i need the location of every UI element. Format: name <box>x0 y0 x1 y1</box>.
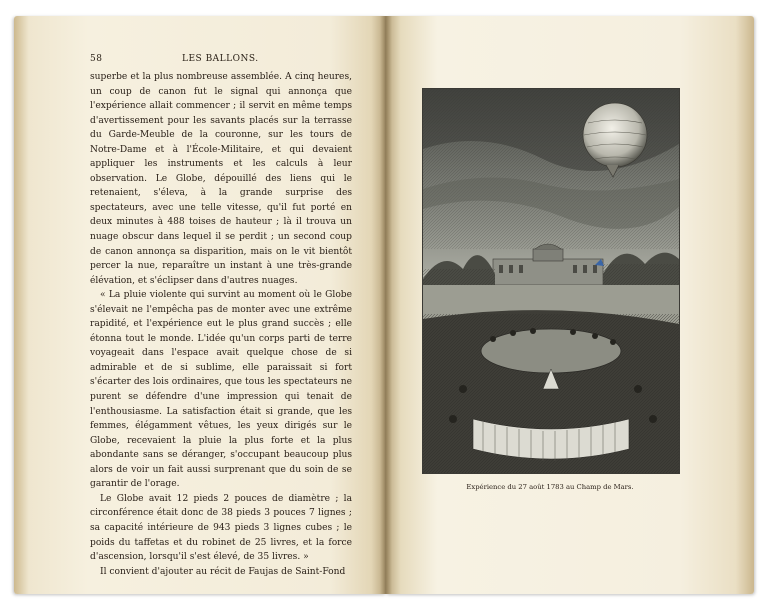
paragraph-1: superbe et la plus nombreuse assemblée. A cinq heures, un coup de canon fut le signal qui annonça que l'expérience allait commencer ; il servit en même temps d'avertissement pour les savants placés sur la terrasse du Garde-Meuble de la couronne, sur les tours de Notre-Dame et à l'École-Militaire, et qui devaient appliquer les instruments et les calculs à leur observation. Le Globe, dépouillé des liens qui le retenaient, s'éleva, à la grande surprise des spectateurs, avec une telle vitesse, qu'il fut porté en deux minutes à 488 toises de hauteur ; là il trouva un nuage obscur dans lequel il se perdit ; un second coup de canon annonça sa disparition, mais on le vit bientôt percer la nue, reparaître un instant à une très-grande élévation, et s'éclipser dans d'autres nuages. <box>90 72 352 286</box>
book-gutter <box>380 16 392 594</box>
paragraph-2: « La pluie violente qui survint au moment où le Globe s'élevait ne l'empêcha pas de monter avec une extrême rapidité, et l'expérience eut le plus grand succès ; elle étonna tout le monde. L'idée qu'un corps parti de terre voyageait dans l'espace avait quelque chose de si admirable et de si sublime, elle paraissait si fort s'écarter des lois ordinaires, que tous les spectateurs ne purent se défendre d'une impression qui tenait de l'enthousiasme. La satisfaction était si grande, que les femmes, élégamment vêtues, les yeux dirigés sur le Globe, recevaient la pluie la plus forte et la plus abondante sans se déranger, s'occupant beaucoup plus alors de voir un fait aussi surprenant que du soin de se garantir de l'orage. <box>90 290 352 490</box>
illustration-caption: Expérience du 27 août 1783 au Champ de Mars. <box>466 483 634 491</box>
engraving-image <box>423 89 679 473</box>
balloon-engraving <box>422 88 680 474</box>
page-number: 58 <box>90 54 103 64</box>
left-page-text <box>90 70 352 579</box>
running-head: LES BALLONS. <box>182 54 259 64</box>
paragraph-4: Il convient d'ajouter au récit de Faujas de Saint-Fond <box>100 566 346 577</box>
paragraph-3: Le Globe avait 12 pieds 2 pouces de diamètre ; la circonférence était donc de 38 pieds 3 pouces 7 lignes ; sa capacité intérieure de 943 pieds 3 lignes cubes ; le poids du taffetas et du robinet de 25 livres, et la force d'ascension, lorsqu'il s'est élevé, de 35 livres. » <box>90 493 352 563</box>
